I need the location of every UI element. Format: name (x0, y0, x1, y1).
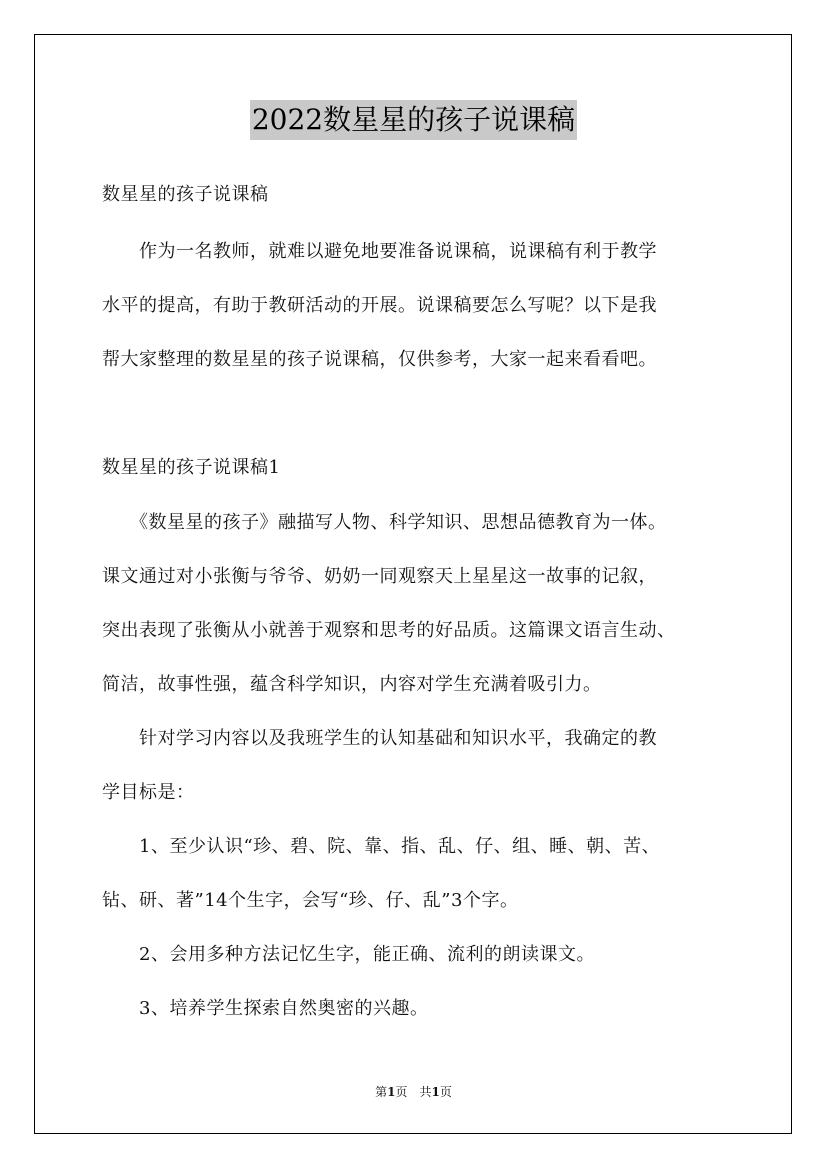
footer-prefix: 第 (375, 1085, 388, 1099)
footer-page-number: 1 (387, 1085, 396, 1099)
list-item-1-cont: 钻、研、著”14个生字，会写“珍、仔、乱”3个字。 (102, 890, 519, 911)
paragraph-line: 课文通过对小张衡与爷爷、奶奶一同观察天上星星这一故事的记叙， (102, 566, 657, 587)
section-heading: 数星星的孩子说课稿1 (102, 457, 281, 478)
intro-heading: 数星星的孩子说课稿 (102, 184, 269, 205)
paragraph-line: 针对学习内容以及我班学生的认知基础和知识水平，我确定的教 (102, 728, 657, 749)
paragraph-line: 水平的提高，有助于教研活动的开展。说课稿要怎么写呢？以下是我 (102, 295, 657, 316)
list-item-1: 1、至少认识“珍、碧、院、靠、指、乱、仔、组、睡、朝、苦、 (102, 836, 661, 857)
footer-page-total: 1 (431, 1085, 440, 1099)
document-title: 2022数星星的孩子说课稿 (250, 100, 577, 140)
title-container (0, 100, 827, 140)
paragraph-line: 学目标是： (102, 782, 195, 803)
paragraph-line: 简洁，故事性强，蕴含科学知识，内容对学生充满着吸引力。 (102, 674, 602, 695)
footer-suffix: 页 (439, 1085, 452, 1099)
paragraph-line: 作为一名教师，就难以避免地要准备说课稿，说课稿有利于教学 (102, 241, 657, 262)
paragraph-line: 帮大家整理的数星星的孩子说课稿，仅供参考，大家一起来看看吧。 (102, 349, 657, 370)
paragraph-line: 突出表现了张衡从小就善于观察和思考的好品质。这篇课文语言生动、 (102, 620, 676, 641)
footer-mid: 页 共 (395, 1085, 432, 1099)
page-footer (0, 1083, 827, 1100)
paragraph-line: 《数星星的孩子》融描写人物、科学知识、思想品德教育为一体。 (102, 512, 667, 533)
list-item-2: 2、会用多种方法记忆生字，能正确、流利的朗读课文。 (102, 944, 595, 965)
list-item-3: 3、培养学生探索自然奥密的兴趣。 (102, 998, 429, 1019)
